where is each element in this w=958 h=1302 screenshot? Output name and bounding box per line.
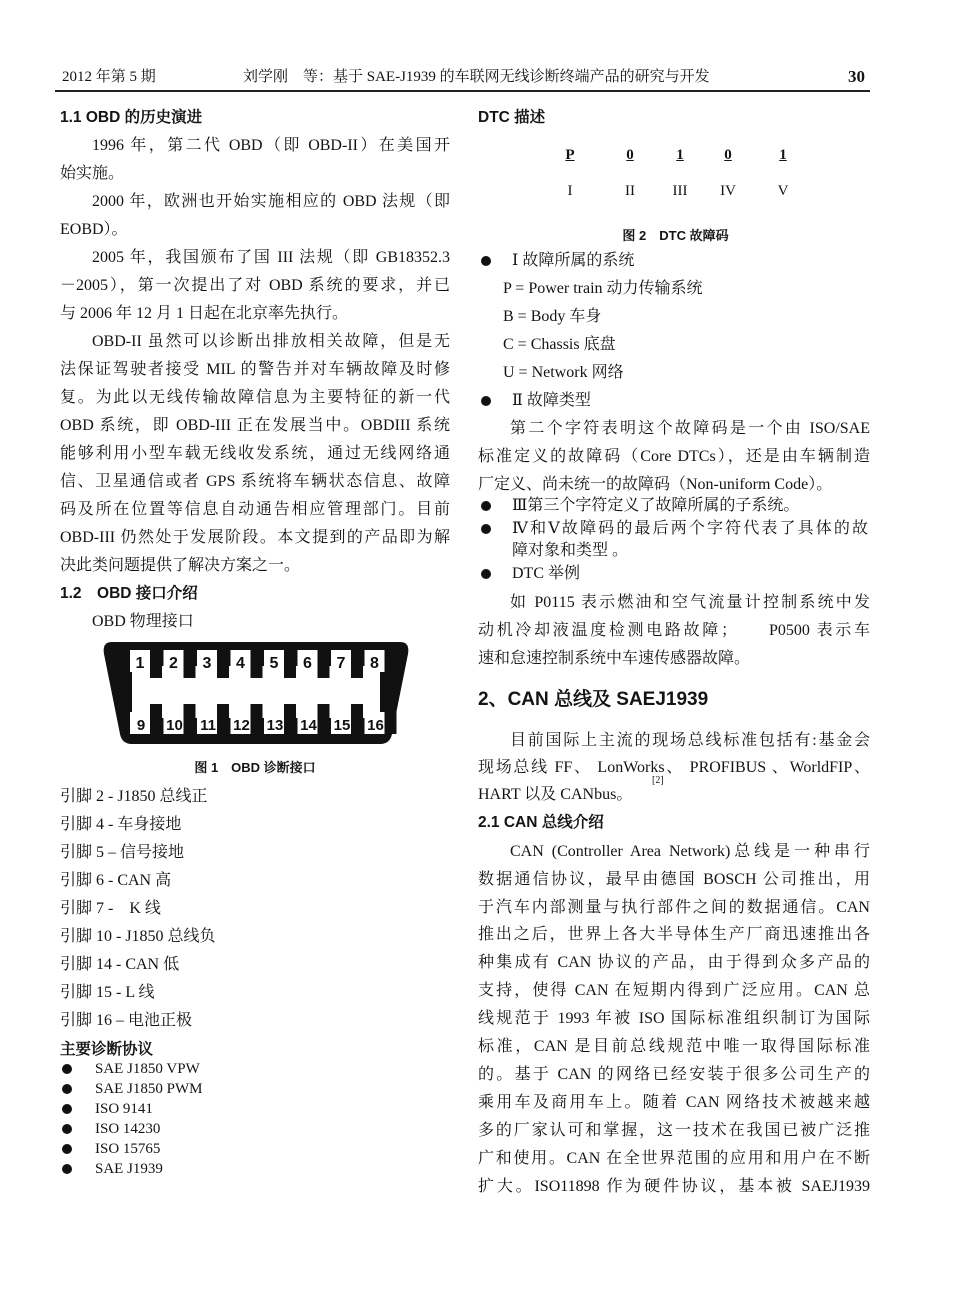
pin-description: 引脚 7 - K 线 (60, 900, 161, 917)
pin-separator (318, 704, 330, 734)
pin-number: 16 (367, 717, 384, 734)
paragraph-line: 2005 年，我国颁布了国 III 法规（即 GB18352.3 (92, 249, 450, 266)
pin-separator (184, 648, 196, 678)
pin-separator (150, 704, 162, 734)
system-code-item: P = Power train 动力传输系统 (503, 280, 703, 297)
protocol-item: ISO 15765 (95, 1141, 161, 1157)
dtc-code-char: 1 (779, 147, 787, 163)
system-code-item: B = Body 车身 (503, 308, 602, 325)
protocol-item: ISO 9141 (95, 1101, 153, 1117)
dtc-code-char: P (565, 147, 575, 163)
paragraph-line: 复。为此以无线传输故障信息为主要特征的新一代 (60, 389, 450, 406)
bullet-item: DTC 举例 (512, 565, 581, 582)
issue-label: 2012 年第 5 期 (62, 69, 156, 85)
pin-number: 14 (300, 717, 317, 734)
dtc-code-char: 1 (676, 147, 684, 163)
paragraph-line: 现场总线 FF、 LonWorks、 PROFIBUS 、WorldFIP、 (478, 759, 870, 776)
pin-separator (251, 704, 263, 734)
pin-separator (150, 648, 162, 678)
pin-number: 11 (200, 717, 216, 734)
paragraph-line: 1996 年，第二代 OBD（即 OBD-II）在美国开 (92, 137, 450, 154)
pin-description: 引脚 4 - 车身接地 (60, 816, 182, 833)
dtc-position-label: II (625, 183, 635, 199)
paragraph-line: 厂定义、尚未统一的故障码（Non-uniform Code）。 (478, 476, 833, 493)
pin-number: 3 (202, 655, 212, 672)
bullet-icon (481, 524, 491, 534)
pin-number: 5 (269, 655, 279, 672)
dtc-position-label: V (777, 183, 789, 199)
paragraph-line: 码及所在位置等信息自动通告相应管理部门。目前 (60, 501, 450, 518)
pin-separator (251, 648, 263, 678)
bullet-icon (481, 569, 491, 579)
paragraph-line: 速和怠速控制系统中车速传感器故障。 (478, 650, 751, 667)
paragraph-line: 广和使用。CAN 在全世界范围的应用和用户在不断 (478, 1150, 870, 1167)
paragraph-line: EOBD）。 (60, 221, 128, 238)
paragraph-line: 动机冷却液温度检测电路故障； P0500 表示车 (478, 622, 870, 639)
paragraph-line: 法保证驾驶者接受 MIL 的警告并对车辆故障及时修 (60, 361, 450, 378)
pin-separator (351, 648, 363, 678)
pin-description: 引脚 2 - J1850 总线正 (60, 788, 208, 805)
bullet-icon (62, 1064, 72, 1074)
pin-description: 引脚 14 - CAN 低 (60, 956, 180, 973)
pin-description: 引脚 6 - CAN 高 (60, 872, 172, 889)
bullet-item: Ⅰ 故障所属的系统 (512, 252, 635, 269)
figure-2-caption: 图 2 DTC 故障码 (622, 228, 729, 243)
system-code-item: U = Network 网络 (503, 364, 624, 381)
paragraph-line: 的。基于 CAN 的网络已经安装于很多公司生产的 (478, 1066, 870, 1083)
pin-number: 7 (336, 655, 346, 672)
pin-number: 4 (236, 655, 245, 672)
paragraph-line: 推出之后，世界上各大半导体生产厂商迅速推出各 (478, 926, 870, 943)
paragraph-line: 目前国际上主流的现场总线标准包括有:基金会 (510, 732, 870, 749)
section-heading: 2、CAN 总线及 SAEJ1939 (478, 689, 709, 710)
pin-separator (385, 648, 397, 678)
section-heading: 1.1 OBD 的历史演进 (60, 109, 203, 126)
pin-number: 1 (135, 655, 145, 672)
paragraph-line: 种集成有 CAN 协议的产品，由于得到众多产品的 (478, 954, 870, 971)
paragraph-line: CAN (Controller Area Network)总线是一种串行 (510, 843, 870, 860)
paragraph-line: 于汽车内部测量与执行部件之间的数据通信。CAN (478, 899, 870, 916)
paragraph-line: 数据通信协议，最早由德国 BOSCH 公司推出，用 (478, 871, 870, 888)
paragraph-line: 2000 年，欧洲也开始实施相应的 OBD 法规（即 (92, 193, 450, 210)
paragraph-line: 决此类问题提供了解决方案之一。 (60, 557, 301, 574)
bullet-icon (62, 1164, 72, 1174)
page-number: 30 (848, 67, 865, 86)
pin-separator (184, 704, 196, 734)
paragraph-line: 始实施。 (60, 165, 125, 182)
bullet-icon (62, 1144, 72, 1154)
dtc-position-label: III (672, 183, 688, 199)
protocols-heading: 主要诊断协议 (60, 1041, 154, 1058)
paragraph-line: OBD-III 仍然处于发展阶段。本文提到的产品即为解 (60, 529, 450, 546)
section-heading: 2.1 CAN 总线介绍 (478, 814, 604, 831)
pin-description: 引脚 15 - L 线 (60, 984, 155, 1001)
paragraph-line: 线规范于 1993 年被 ISO 国际标准组织制订为国际 (478, 1010, 870, 1027)
pin-separator (351, 704, 363, 734)
pin-number: 10 (166, 717, 183, 734)
pin-description: 引脚 5 – 信号接地 (60, 844, 185, 861)
pin-number: 8 (370, 655, 379, 672)
bullet-item: Ⅳ和Ⅴ故障码的最后两个字符代表了具体的故 (512, 520, 868, 537)
obd-connector-diagram (100, 638, 412, 748)
paragraph-line: 标准定义的故障码（Core DTCs），还是由车辆制造 (478, 448, 870, 465)
pin-number: 15 (333, 717, 351, 734)
pin-separator (385, 704, 397, 734)
protocol-item: ISO 14230 (95, 1121, 161, 1137)
bullet-icon (62, 1104, 72, 1114)
running-title: 刘学刚 等：基于 SAE-J1939 的车联网无线诊断终端产品的研究与开发 (243, 69, 710, 85)
protocol-item: SAE J1939 (95, 1161, 163, 1177)
paragraph-line: 能够利用小型车载无线收发系统，通过无线网络通 (60, 445, 450, 462)
paragraph-line: 如 P0115 表示燃油和空气流量计控制系统中发 (510, 594, 870, 611)
pin-separator (217, 648, 229, 678)
header-rule (55, 90, 870, 92)
system-code-item: C = Chassis 底盘 (503, 336, 616, 353)
paragraph-line: 多的厂家认可和掌握，这一技术在我国已被广泛推 (478, 1122, 870, 1139)
pin-number: 6 (303, 655, 312, 672)
protocol-item: SAE J1850 VPW (95, 1061, 200, 1077)
paragraph-line: 第二个字符表明这个故障码是一个由 ISO/SAE (510, 420, 870, 437)
paragraph-line: OBD 系统，即 OBD-III 正在发展当中。OBDIII 系统 (60, 417, 450, 434)
bullet-icon (62, 1084, 72, 1094)
bullet-item: Ⅱ 故障类型 (512, 392, 591, 409)
pin-number: 13 (266, 717, 284, 734)
pin-number: 2 (169, 655, 178, 672)
dtc-position-label: I (567, 183, 573, 199)
dtc-code-char: 0 (724, 147, 732, 163)
bullet-icon (481, 396, 491, 406)
citation: [2] (652, 775, 664, 786)
pin-number: 9 (136, 717, 146, 734)
pin-separator (284, 704, 296, 734)
paragraph-line: 支持，使得 CAN 在短期内得到广泛应用。CAN 总 (478, 982, 870, 999)
figure-1-caption: 图 1 OBD 诊断接口 (194, 760, 316, 775)
pin-number: 12 (233, 717, 250, 734)
dtc-code-char: 0 (626, 147, 634, 163)
protocol-item: SAE J1850 PWM (95, 1081, 203, 1097)
pin-separator (318, 648, 330, 678)
paragraph-line: 扩大。ISO11898 作为硬件协议，基本被 SAEJ1939 (478, 1178, 870, 1195)
paragraph-line: 信、卫星通信或者 GPS 系统将车辆状态信息、故障 (60, 473, 450, 490)
bullet-icon (481, 501, 491, 511)
paragraph-line: OBD-II 虽然可以诊断出排放相关故障，但是无 (92, 333, 450, 350)
bullet-icon (481, 256, 491, 266)
paragraph-line: 乘用车及商用车上。随着 CAN 网络技术被越来越 (478, 1094, 870, 1111)
paragraph-line: OBD 物理接口 (92, 613, 194, 630)
dtc-position-label: IV (720, 183, 736, 199)
pin-description: 引脚 16 – 电池正极 (60, 1012, 193, 1029)
paragraph-line: 与 2006 年 12 月 1 日起在北京率先执行。 (60, 305, 349, 322)
pin-description: 引脚 10 - J1850 总线负 (60, 928, 216, 945)
pin-separator (217, 704, 229, 734)
paragraph-line: 标准，CAN 是目前总线规范中唯一取得国际标准 (478, 1038, 870, 1055)
pin-separator (284, 648, 296, 678)
paragraph-line: HART 以及 CANbus。 (478, 786, 633, 803)
section-heading: 1.2 OBD 接口介绍 (60, 585, 198, 602)
bullet-item-continued: 障对象和类型 。 (512, 542, 629, 559)
dtc-heading: DTC 描述 (478, 109, 546, 126)
bullet-item: Ⅲ第三个字符定义了故障所属的子系统。 (512, 497, 800, 514)
bullet-icon (62, 1124, 72, 1134)
paragraph-line: －2005），第一次提出了对 OBD 系统的要求，并已 (60, 277, 450, 294)
